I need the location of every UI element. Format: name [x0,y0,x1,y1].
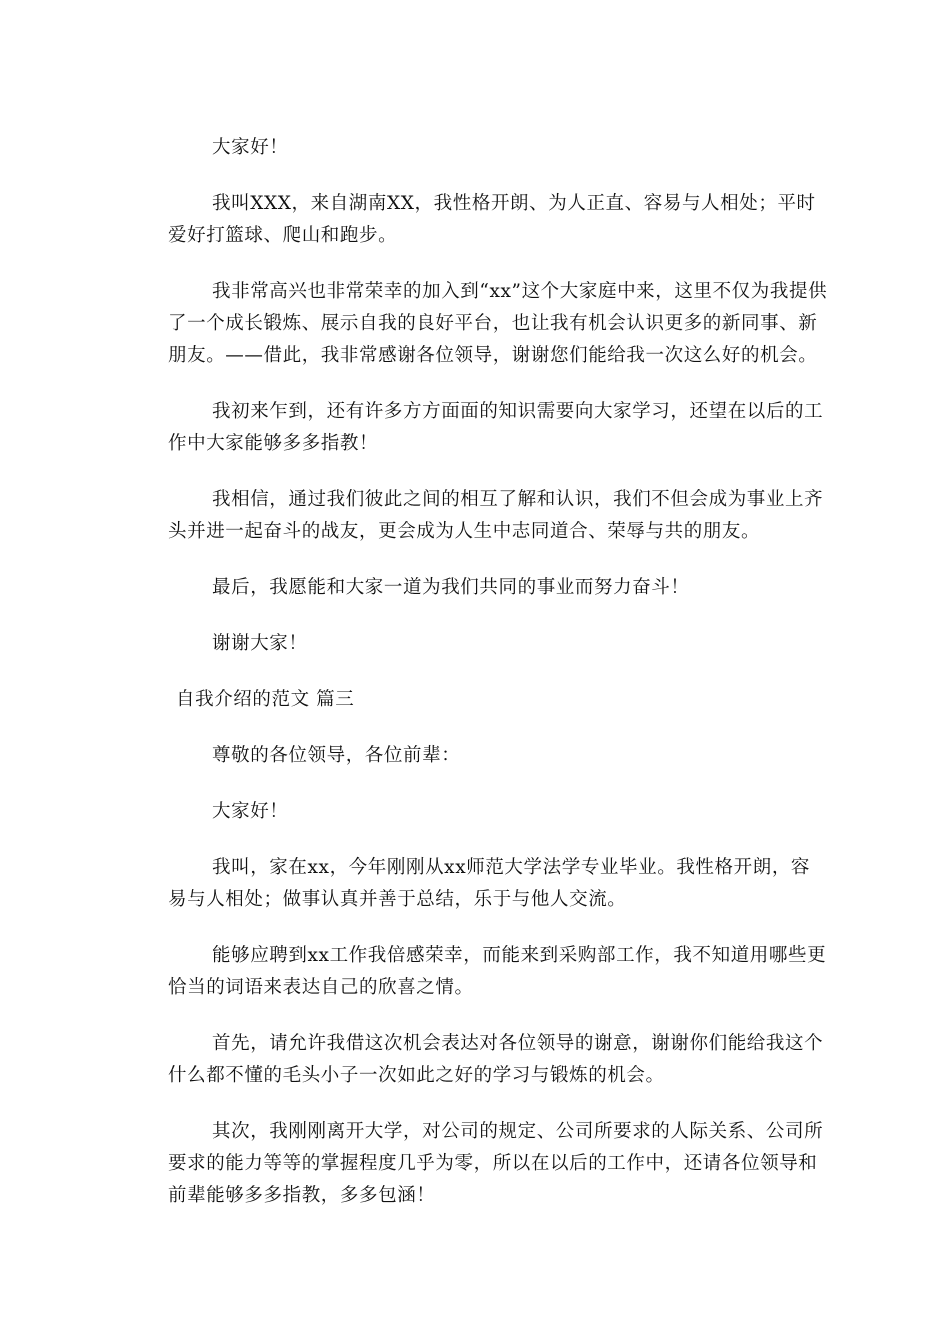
paragraph-thanks: 谢谢大家！ [212,633,308,654]
paragraph-greeting: 大家好！ [212,137,289,158]
paragraph-honored: 能够应聘到xx工作我倍感荣幸，而能来到采购部工作，我不知道用哪些更恰当的词语来表达自己的欣喜之情。 [168,945,827,998]
paragraph-learning: 我初来乍到，还有许多方方面面的知识需要向大家学习，还望在以后的工作中大家能够多多指教！ [168,401,824,454]
paragraph-finally: 最后，我愿能和大家一道为我们共同的事业而努力奋斗！ [212,577,690,598]
paragraph-intro-2: 我叫，家在xx，今年刚刚从xx师范大学法学专业毕业。我性格开朗，容易与人相处；做事认真并善于总结，乐于与他人交流。 [168,857,811,910]
paragraph-intro: 我叫XXX，来自湖南XX，我性格开朗、为人正直、容易与人相处；平时爱好打篮球、爬山和跑步。 [168,193,816,246]
paragraph-greeting-2: 大家好！ [212,801,289,822]
paragraph-second: 其次，我刚刚离开大学，对公司的规定、公司所要求的人际关系、公司所要求的能力等等的掌握程度几乎为零，所以在以后的工作中，还请各位领导和前辈能够多多指教，多多包涵！ [168,1121,824,1206]
paragraph-joining: 我非常高兴也非常荣幸的加入到“xx”这个大家庭中来，这里不仅为我提供了一个成长锻炼、展示自我的良好平台，也让我有机会认识更多的新同事、新朋友。——借此，我非常感谢各位领导，谢谢您们能给我一次这么好的机会。 [168,281,828,366]
paragraph-salutation: 尊敬的各位领导，各位前辈： [212,745,461,766]
section-heading: 自我介绍的范文 篇三 [176,689,355,710]
paragraph-first: 首先，请允许我借这次机会表达对各位领导的谢意，谢谢你们能给我这个什么都不懂的毛头小子一次如此之好的学习与锻炼的机会。 [168,1033,824,1086]
paragraph-belief: 我相信，通过我们彼此之间的相互了解和认识，我们不但会成为事业上齐头并进一起奋斗的战友，更会成为人生中志同道合、荣辱与共的朋友。 [168,489,824,542]
